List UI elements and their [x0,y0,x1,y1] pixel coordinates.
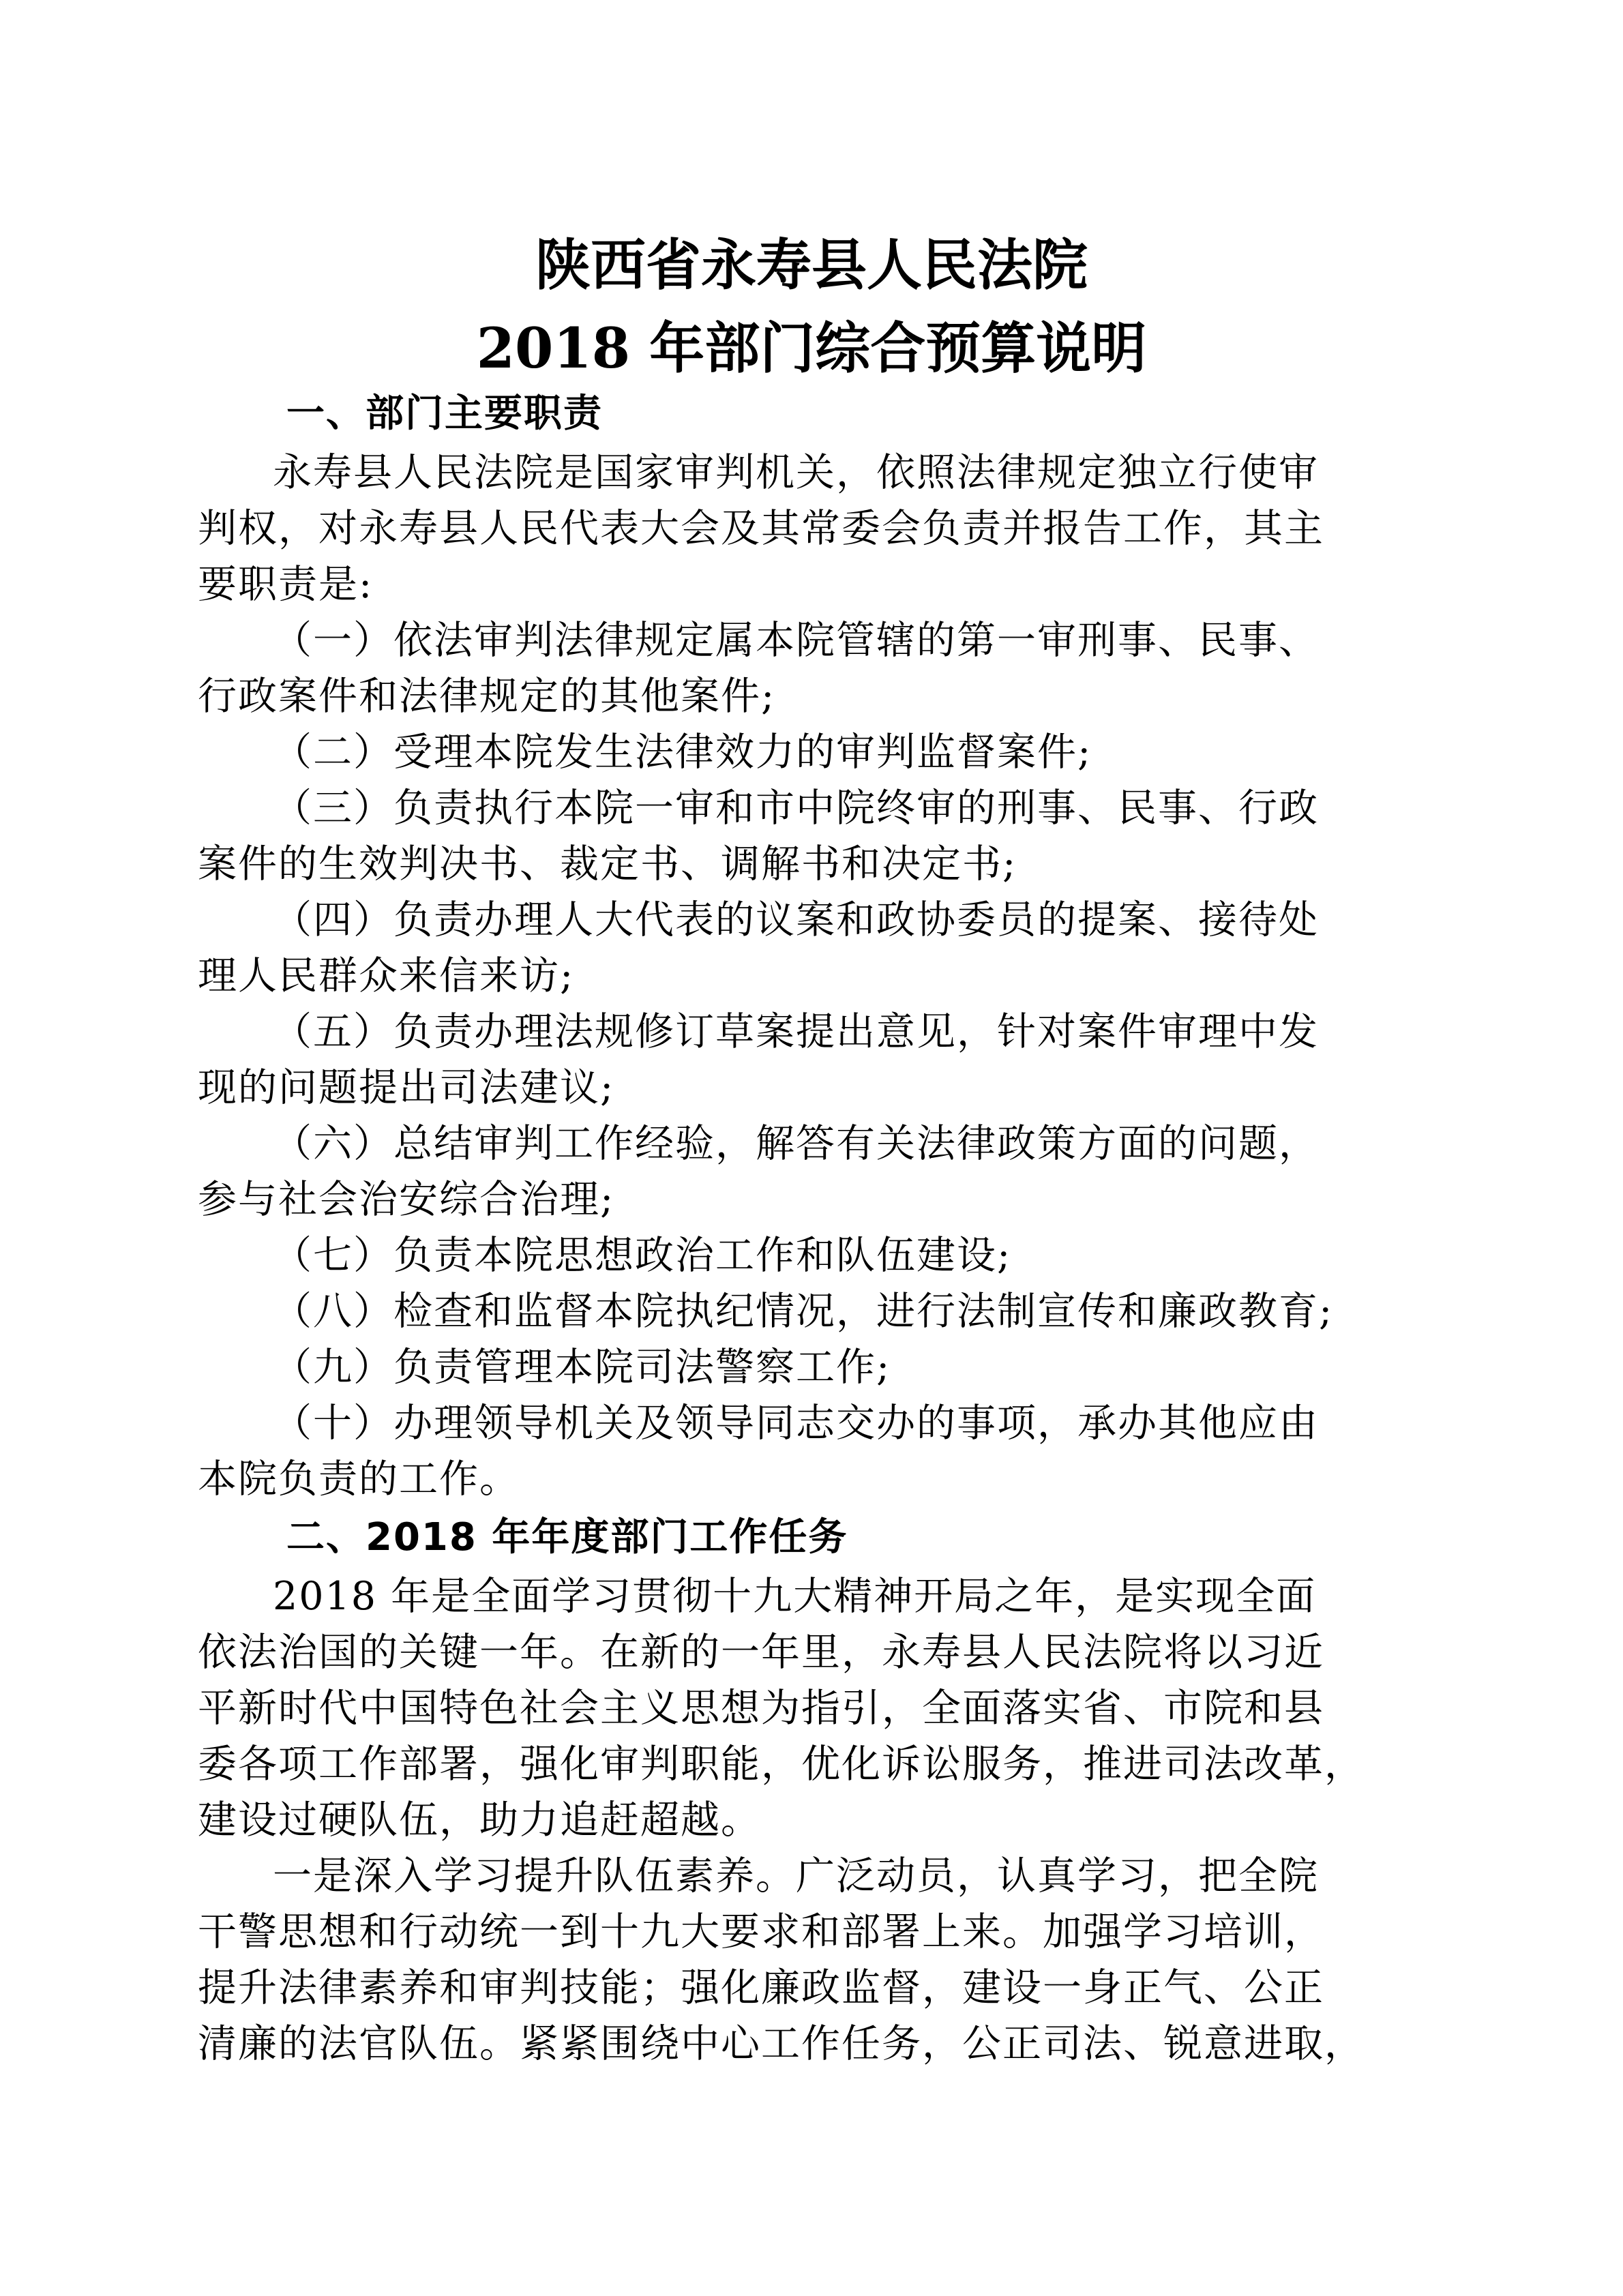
list-item-10: （十）办理领导机关及领导同志交办的事项，承办其他应由 [273,1401,1319,1446]
text-line: 行政案件和法律规定的其他案件; [198,674,776,719]
list-item-8: （八）检查和监督本院执纪情况，进行法制宣传和廉政教育; [273,1289,1334,1334]
list-item-2: （二）受理本院发生法律效力的审判监督案件; [273,730,1092,775]
text-line: 判权，对永寿县人民代表大会及其常委会负责并报告工作，其主 [198,506,1324,551]
section-heading-1: 一、部门主要职责 [286,391,603,436]
text-line: 案件的生效判决书、裁定书、调解书和决定书; [198,841,1017,886]
list-item-1: （一）依法审判法律规定属本院管辖的第一审刑事、民事、 [273,618,1319,663]
text-line: 提升法律素养和审判技能；强化廉政监督，建设一身正气、公正 [198,1965,1324,2010]
text-line: 干警思想和行动统一到十九大要求和部署上来。加强学习培训， [198,1909,1324,1954]
text-line: 参与社会治安综合治理; [198,1177,615,1222]
list-item-7: （七）负责本院思想政治工作和队伍建设; [273,1233,1012,1278]
list-item-6: （六）总结审判工作经验，解答有关法律政策方面的问题， [273,1121,1319,1166]
text-line: 一是深入学习提升队伍素养。广泛动员，认真学习，把全院 [273,1853,1319,1898]
list-item-9: （九）负责管理本院司法警察工作; [273,1345,891,1390]
section-heading-2: 二、2018 年年度部门工作任务 [286,1515,848,1560]
document-title: 陕西省永寿县人民法院 [535,233,1088,298]
text-line: 理人民群众来信来访; [198,953,575,998]
list-item-4: （四）负责办理人大代表的议案和政协委员的提案、接待处 [273,897,1319,942]
text-line: 现的问题提出司法建议; [198,1065,615,1110]
text-line: 依法治国的关键一年。在新的一年里，永寿县人民法院将以习近 [198,1630,1324,1675]
text-line: 永寿县人民法院是国家审判机关，依照法律规定独立行使审 [273,450,1319,495]
text-line: 建设过硬队伍，助力追赶超越。 [198,1798,761,1843]
text-line: 平新时代中国特色社会主义思想为指引，全面落实省、市院和县 [198,1686,1324,1731]
text-line: 要职责是: [198,562,374,607]
text-line: 委各项工作部署，强化审判职能，优化诉讼服务，推进司法改革， [198,1742,1365,1787]
document-subtitle: 2018 年部门综合预算说明 [476,316,1147,381]
text-line: 本院负责的工作。 [198,1457,520,1502]
list-item-3: （三）负责执行本院一审和市中院终审的刑事、民事、行政 [273,786,1319,831]
text-line: 2018 年是全面学习贯彻十九大精神开局之年，是实现全面 [273,1574,1317,1619]
text-line: 清廉的法官队伍。紧紧围绕中心工作任务，公正司法、锐意进取， [198,2021,1365,2066]
list-item-5: （五）负责办理法规修订草案提出意见，针对案件审理中发 [273,1009,1319,1054]
